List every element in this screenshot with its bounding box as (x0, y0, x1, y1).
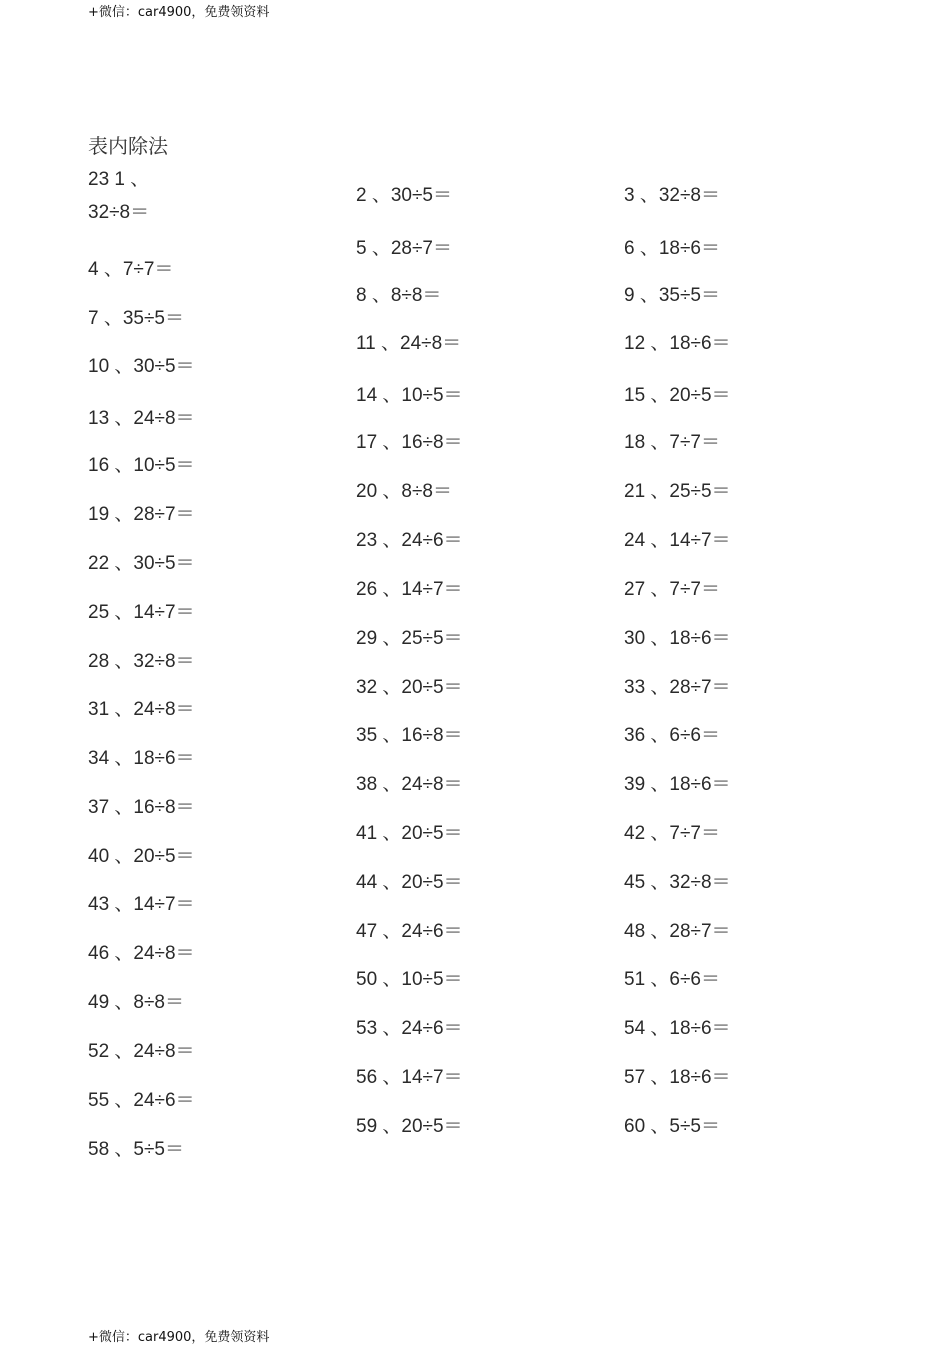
problem-item: 21 、25÷5＝ (624, 481, 731, 502)
problem-item: 57 、18÷6＝ (624, 1067, 731, 1088)
problem-item: 51 、6÷6＝ (624, 969, 720, 990)
problem-item: 36 、6÷6＝ (624, 725, 720, 746)
problem-item: 19 、28÷7＝ (88, 504, 195, 525)
problem-item: 6 、18÷6＝ (624, 238, 720, 259)
problem-item: 18 、7÷7＝ (624, 432, 720, 453)
problem-item: 10 、30÷5＝ (88, 356, 195, 377)
problem-item: 11 、24÷8＝ (356, 333, 462, 354)
problem-item: 20 、8÷8＝ (356, 481, 452, 502)
problem-item: 23 1 、 (88, 169, 150, 190)
problem-item: 4 、7÷7＝ (88, 259, 174, 280)
problem-item: 35 、16÷8＝ (356, 725, 463, 746)
footer-watermark-note: +微信：car4900，免费领资料 (88, 1330, 270, 1345)
problem-item: 3 、32÷8＝ (624, 185, 720, 206)
problem-item: 27 、7÷7＝ (624, 579, 720, 600)
page-title: 表内除法 (88, 134, 168, 158)
problem-item: 30 、18÷6＝ (624, 628, 731, 649)
problem-item: 45 、32÷8＝ (624, 872, 731, 893)
problem-item: 22 、30÷5＝ (88, 553, 195, 574)
problem-item: 14 、10÷5＝ (356, 385, 463, 406)
problem-item: 40 、20÷5＝ (88, 846, 195, 867)
problem-item: 59 、20÷5＝ (356, 1116, 463, 1137)
problem-item: 34 、18÷6＝ (88, 748, 195, 769)
problem-item: 24 、14÷7＝ (624, 530, 731, 551)
problem-item: 38 、24÷8＝ (356, 774, 463, 795)
problem-item: 53 、24÷6＝ (356, 1018, 463, 1039)
problem-item: 2 、30÷5＝ (356, 185, 452, 206)
problem-item: 9 、35÷5＝ (624, 285, 720, 306)
problem-item: 60 、5÷5＝ (624, 1116, 720, 1137)
problem-item: 17 、16÷8＝ (356, 432, 463, 453)
problem-item: 39 、18÷6＝ (624, 774, 731, 795)
problem-item: 58 、5÷5＝ (88, 1139, 184, 1160)
problem-item: 29 、25÷5＝ (356, 628, 463, 649)
problem-item: 37 、16÷8＝ (88, 797, 195, 818)
problem-item: 55 、24÷6＝ (88, 1090, 195, 1111)
problem-item: 8 、8÷8＝ (356, 285, 442, 306)
problem-item: 7 、35÷5＝ (88, 308, 184, 329)
problem-item: 32÷8＝ (88, 202, 150, 223)
problem-item: 44 、20÷5＝ (356, 872, 463, 893)
problem-item: 52 、24÷8＝ (88, 1041, 195, 1062)
problem-item: 46 、24÷8＝ (88, 943, 195, 964)
problem-item: 23 、24÷6＝ (356, 530, 463, 551)
problem-item: 16 、10÷5＝ (88, 455, 195, 476)
problem-item: 31 、24÷8＝ (88, 699, 195, 720)
problem-item: 42 、7÷7＝ (624, 823, 720, 844)
header-watermark-note: +微信：car4900，免费领资料 (88, 5, 270, 20)
problem-item: 56 、14÷7＝ (356, 1067, 463, 1088)
problem-item: 28 、32÷8＝ (88, 651, 195, 672)
problem-item: 13 、24÷8＝ (88, 408, 195, 429)
problem-item: 48 、28÷7＝ (624, 921, 731, 942)
problem-item: 25 、14÷7＝ (88, 602, 195, 623)
problem-item: 32 、20÷5＝ (356, 677, 463, 698)
problem-item: 41 、20÷5＝ (356, 823, 463, 844)
problem-item: 26 、14÷7＝ (356, 579, 463, 600)
problem-item: 49 、8÷8＝ (88, 992, 184, 1013)
problem-item: 50 、10÷5＝ (356, 969, 463, 990)
problem-item: 33 、28÷7＝ (624, 677, 731, 698)
problem-item: 5 、28÷7＝ (356, 238, 452, 259)
problem-item: 54 、18÷6＝ (624, 1018, 731, 1039)
problem-item: 15 、20÷5＝ (624, 385, 731, 406)
problem-item: 12 、18÷6＝ (624, 333, 731, 354)
problem-item: 43 、14÷7＝ (88, 894, 195, 915)
problem-item: 47 、24÷6＝ (356, 921, 463, 942)
